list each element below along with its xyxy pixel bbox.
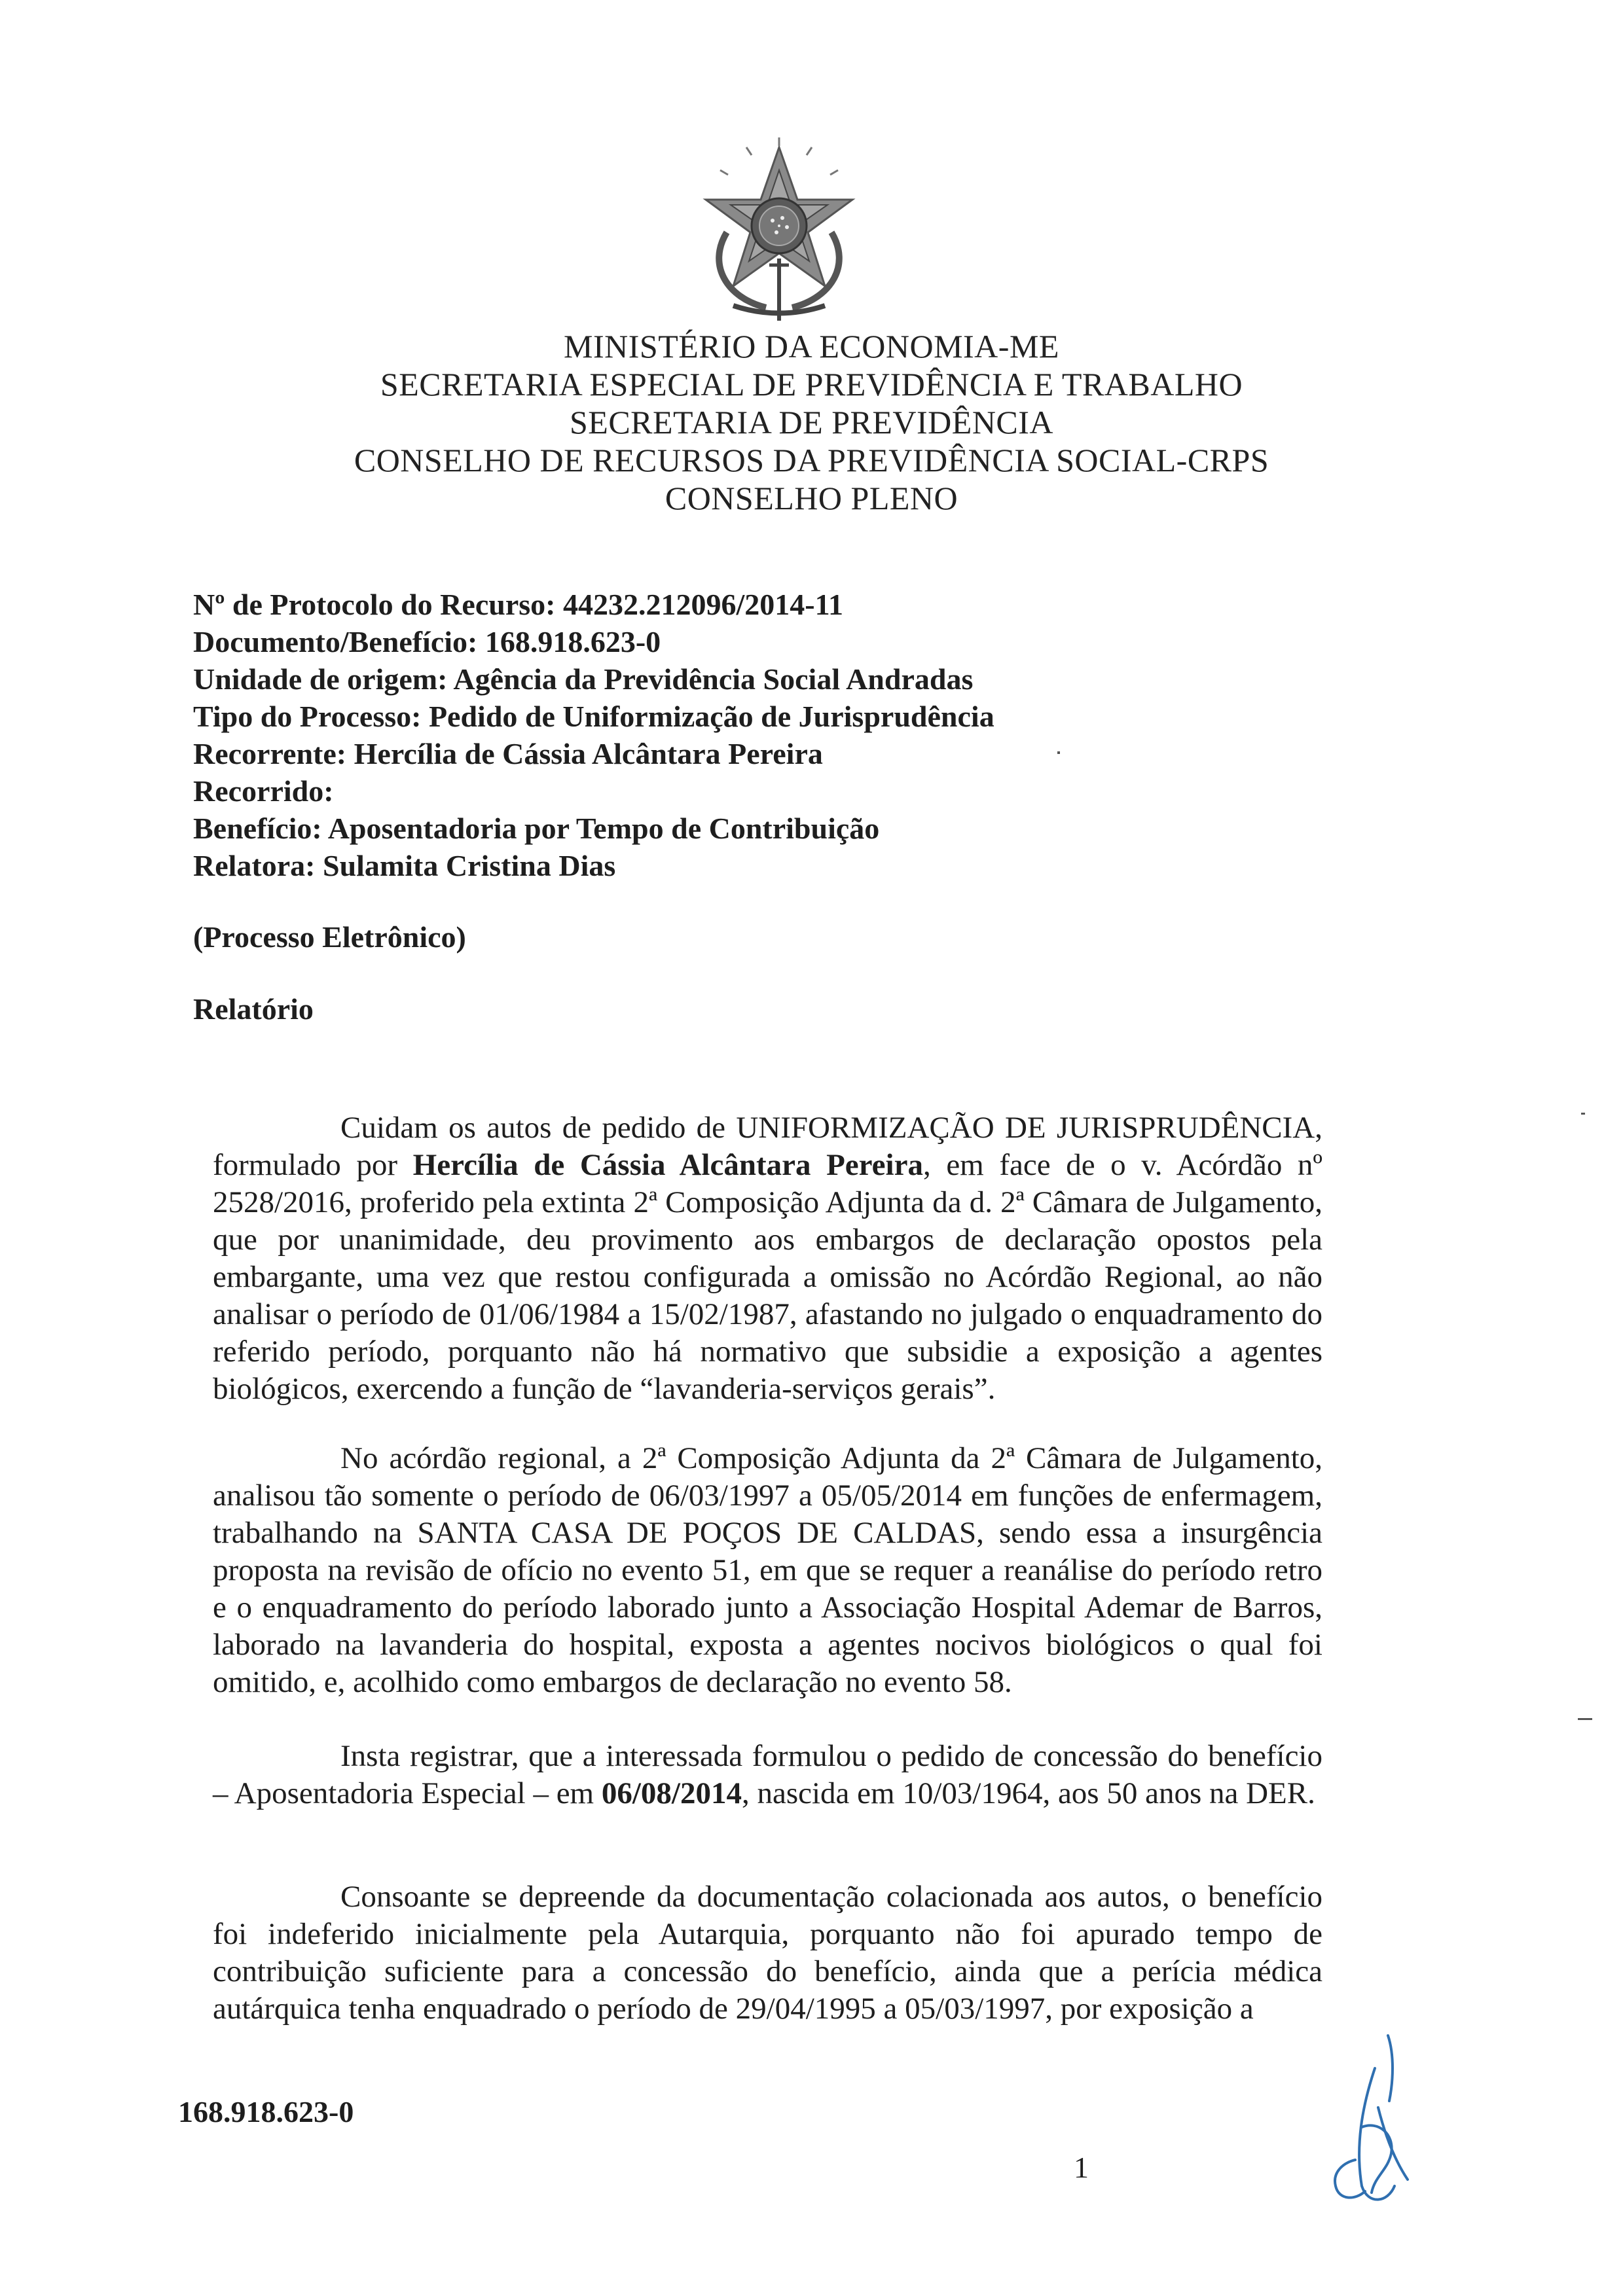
footer-document-number: 168.918.623-0 — [178, 2095, 354, 2128]
meta-documento — [193, 623, 1437, 660]
meta-recorrente — [193, 735, 1437, 772]
paragraph-3-part-a: Insta registrar, que a interessada formulou o pedido de concessão do benefício – Aposentadoria Especial – em — [213, 1739, 1322, 1810]
paragraph-3-part-c: , nascida em 10/03/1964, aos 50 anos na DER. — [741, 1776, 1315, 1810]
meta-beneficio-label: Benefício: — [193, 812, 322, 845]
meta-beneficio-value: Aposentadoria por Tempo de Contribuição — [327, 812, 880, 845]
ministry-header — [0, 327, 1623, 517]
header-line-secretariat: SECRETARIA DE PREVIDÊNCIA — [569, 404, 1054, 440]
meta-beneficio — [193, 810, 1437, 847]
header-line-plenary: CONSELHO PLENO — [665, 480, 958, 516]
meta-unidade — [193, 660, 1437, 698]
processo-eletronico-note: (Processo Eletrônico) — [193, 920, 466, 954]
meta-protocolo-label: Nº de Protocolo do Recurso: — [193, 588, 556, 621]
meta-tipo — [193, 698, 1437, 735]
meta-relatora-value: Sulamita Cristina Dias — [322, 849, 616, 882]
case-metadata — [193, 586, 1437, 884]
paragraph-3-date: 06/08/2014 — [601, 1776, 742, 1810]
scan-speck — [1578, 1718, 1592, 1720]
paragraph-1-part-c: , em face de o v. Acórdão nº 2528/2016, proferido pela extinta 2ª Composição Adjunta da d. 2ª Câmara de Julgamento, que por unanimidade, deu provimento aos embargos de declaração opostos pela embargante, uma vez que restou configurada a omissão no Acórdão Regional, ao não analisar o período de 01/06/1984 a 15/02/1987, afastando no julgado o enquadramento do referido período, porquanto não há normativo que subsidie a exposição a agentes biológicos, exercendo a função de “lavanderia-serviços gerais”. — [213, 1148, 1322, 1406]
paragraph-2: No acórdão regional, a 2ª Composição Adjunta da 2ª Câmara de Julgamento, analisou tão somente o período de 06/03/1997 a 05/05/2014 em funções de enfermagem, trabalhando na SANTA CASA DE POÇOS DE CALDAS, sendo essa a insurgência proposta na revisão de ofício no evento 51, em que se requer a reanálise do período retro e o enquadramento do período laborado junto a Associação Hospital Ademar de Barros, laborado na lavanderia do hospital, exposta a agentes nocivos biológicos o qual foi omitido, e, acolhido como embargos de declaração no evento 58. — [213, 1441, 1322, 1699]
meta-tipo-label: Tipo do Processo: — [193, 700, 422, 733]
paragraph-4: Consoante se depreende da documentação colacionada aos autos, o benefício foi indeferido inicialmente pela Autarquia, porquanto não foi apurado tempo de contribuição suficiente para a concessão do benefício, ainda que a perícia médica autárquica tenha enquadrado o período de 29/04/1995 a 05/03/1997, por exposição a — [213, 1880, 1322, 2026]
page-number: 1 — [1074, 2151, 1089, 2184]
paragraph-1 — [213, 1109, 1322, 1408]
meta-protocolo — [193, 586, 1437, 623]
meta-recorrido-label: Recorrido: — [193, 774, 334, 808]
meta-recorrente-label: Recorrente: — [193, 737, 347, 770]
meta-recorrente-value: Hercília de Cássia Alcântara Pereira — [354, 737, 823, 770]
scan-speck — [1057, 751, 1060, 754]
paragraph-1-part-a: Cuidam os autos de pedido de UNIFORMIZAÇÃO DE JURISPRUDÊNCIA, formulado por — [213, 1111, 1322, 1182]
paragraph-1-recorrente-name: Hercília de Cássia Alcântara Pereira — [412, 1148, 923, 1182]
meta-relatora-label: Relatora: — [193, 849, 316, 882]
header-line-council: CONSELHO DE RECURSOS DA PREVIDÊNCIA SOCIAL-CRPS — [354, 442, 1269, 478]
meta-recorrido — [193, 772, 1437, 810]
signature-icon — [1316, 2029, 1421, 2212]
header-line-special-secretariat: SECRETARIA ESPECIAL DE PREVIDÊNCIA E TRABALHO — [380, 366, 1243, 403]
brazil-coat-of-arms-icon — [681, 134, 877, 331]
header-line-ministry: MINISTÉRIO DA ECONOMIA-ME — [564, 328, 1059, 365]
meta-unidade-label: Unidade de origem: — [193, 662, 448, 696]
paragraph-3 — [213, 1738, 1322, 1812]
meta-protocolo-value: 44232.212096/2014-11 — [562, 588, 844, 621]
section-title-relatorio: Relatório — [193, 992, 314, 1026]
meta-documento-label: Documento/Benefício: — [193, 625, 478, 658]
meta-relatora — [193, 847, 1437, 884]
meta-unidade-value: Agência da Previdência Social Andradas — [453, 662, 974, 696]
meta-documento-value: 168.918.623-0 — [484, 625, 661, 658]
scan-speck — [1581, 1113, 1585, 1115]
meta-tipo-value: Pedido de Uniformização de Jurisprudência — [428, 700, 994, 733]
